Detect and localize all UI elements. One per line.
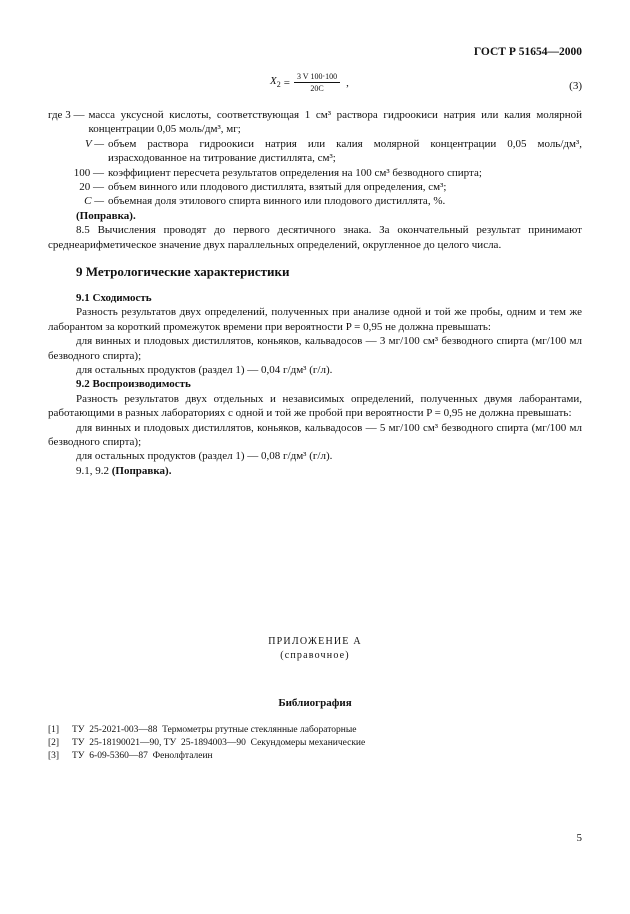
bibliography-list [48, 724, 365, 763]
bibliography-text: ТУ 25-18190021—90, ТУ 25-1894003—90 Секундомеры механические [72, 738, 366, 748]
subsection-9-2-title: 9.2 Воспроизводимость [76, 378, 191, 391]
bibliography-item [48, 750, 365, 763]
subsection-9-1-paragraph: для винных и плодовых дистиллятов, коньяков, кальвадосов — 3 мг/100 см³ безводного спирта (мг/100 мл безводного спирта); [48, 335, 582, 362]
appendix-subtitle: (справочное) [280, 650, 350, 661]
subsection-9-1-paragraph: для остальных продуктов (раздел 1) — 0,04 г/дм³ (г/л). [76, 364, 333, 377]
formula-fraction [294, 72, 340, 93]
definitions-block [48, 108, 582, 252]
formula-3 [270, 72, 349, 93]
definition-symbol: 20 — [79, 181, 104, 194]
definition-item [48, 166, 582, 180]
correction-note-2 [48, 464, 582, 478]
bibliography-number: [2] [48, 738, 60, 748]
bibliography-number: [3] [48, 751, 60, 761]
definition-item [48, 194, 582, 208]
subsection-9-2-paragraph: Разность результатов двух отдельных и независимых определений, полученных двумя лаборантами, работающими в разных лабораториях с одной и той же пробой при вероятности P = 0,95 не должна превышать: [48, 392, 582, 420]
page-number: 5 [576, 832, 582, 844]
paragraph-8-5: 8.5 Вычисления проводят до первого десятичного знака. За окончательный результат принимают среднеарифметическое значение двух параллельных определений, округленное до целого числа. [48, 224, 582, 251]
bibliography-number: [1] [48, 725, 60, 735]
section-9-body [48, 291, 582, 478]
definition-item [48, 180, 582, 194]
definition-text: коэффициент пересчета результатов определения на 100 см³ безводного спирта; [108, 166, 482, 179]
subsection-9-1-title: 9.1 Сходимость [76, 292, 152, 304]
definition-text: объем винного или плодового дистиллята, взятый для определения, см³; [108, 181, 447, 194]
section-9-heading: 9 Метрологические характеристики [76, 264, 290, 279]
correction-ref: 9.1, 9.2 [76, 464, 109, 477]
bibliography-text: ТУ 25-2021-003—88 Термометры ртутные стеклянные лабораторные [72, 725, 357, 735]
definition-symbol: 100 — [73, 166, 104, 179]
correction-label: (Поправка). [111, 464, 172, 477]
appendix-heading [0, 635, 630, 663]
definition-symbol: C — [84, 195, 104, 208]
subsection-9-2-paragraph: для остальных продуктов (раздел 1) — 0,08 г/дм³ (г/л). [76, 450, 333, 463]
formula-comma: , [346, 76, 349, 89]
correction-note: (Поправка). [76, 209, 136, 222]
subsection-9-2-paragraph: для винных и плодовых дистиллятов, коньяков, кальвадосов — 5 мг/100 см³ безводного спирта (мг/100 мл безводного спирта); [48, 421, 582, 449]
definition-item [48, 137, 582, 166]
definition-symbol: где 3 — [48, 109, 85, 121]
bibliography-item [48, 737, 365, 750]
formula-numerator: 3 V 100·100 [294, 72, 340, 83]
formula-denominator: 20C [310, 84, 324, 93]
bibliography-text: ТУ 6-09-5360—87 Фенолфталеин [72, 751, 213, 761]
definition-text: объемная доля этилового спирта винного или плодового дистиллята, %. [108, 195, 446, 208]
formula-lhs: $X_2$ [270, 75, 281, 90]
formula-number: (3) [569, 80, 582, 92]
document-header-id: ГОСТ Р 51654—2000 [473, 46, 582, 58]
definition-text: объем раствора гидроокиси натрия или калия молярной концентрации 0,05 моль/дм³, израсходованное на титрование дистиллята, см³; [108, 137, 582, 165]
bibliography-item [48, 724, 365, 737]
appendix-title: ПРИЛОЖЕНИЕ А [268, 636, 362, 647]
definition-text: масса уксусной кислоты, соответствующая 1 см³ раствора гидроокиси натрия или калия молярной концентрации 0,05 моль/дм³, мг; [88, 109, 582, 136]
bibliography-title: Библиография [278, 697, 352, 709]
definition-symbol: V — [84, 137, 104, 150]
subsection-9-1-paragraph: Разность результатов двух определений, полученных при анализе одной и той же пробы, одним и тем же лаборантом за короткий промежуток времени при вероятности P = 0,95 не должна превышать: [48, 306, 582, 333]
formula-equals: = [283, 76, 290, 89]
definition-item [48, 108, 582, 137]
